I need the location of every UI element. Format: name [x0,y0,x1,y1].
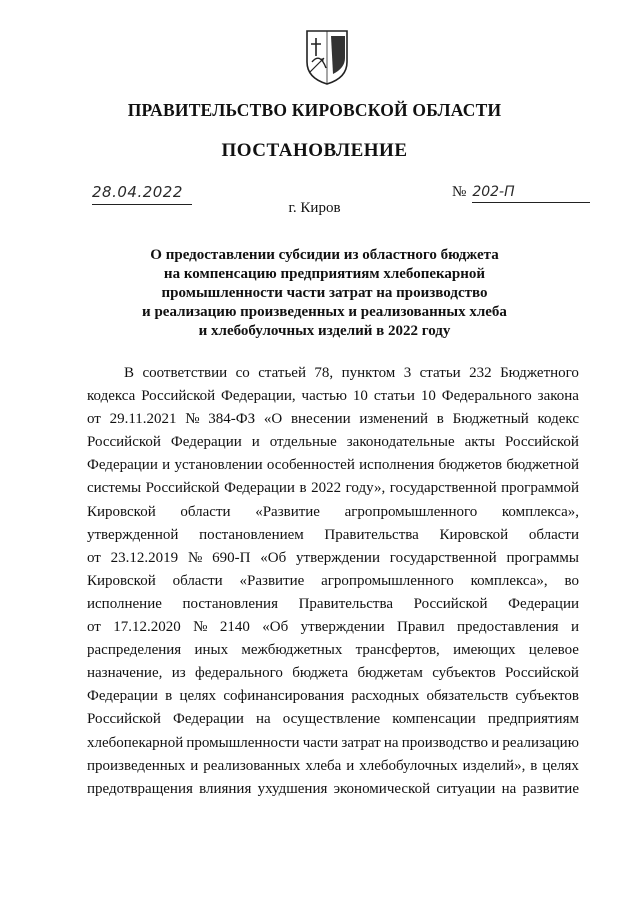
body-word: затрат [341,734,381,751]
body-word: Федерации, [221,388,296,405]
body-word: осуществление [282,711,381,728]
body-line [87,570,579,593]
body-word: хлебопекарной [87,734,184,751]
body-word: кодекса [87,388,136,405]
body-word: законодательные [346,434,455,451]
body-word: Кировской [87,572,156,589]
body-word: в [530,757,538,774]
body-word: области [528,526,579,543]
body-word: Российской [87,711,161,728]
body-word: 29.11.2021 [109,411,177,428]
body-word: 17.12.2020 [113,619,181,636]
body-word: хлеба [305,757,342,774]
body-word: производство [401,734,489,751]
body-word: Российской [413,595,488,612]
body-word: от [87,411,101,428]
body-line [87,454,579,477]
government-name: ПРАВИТЕЛЬСТВО КИРОВСКОЙ ОБЛАСТИ [127,100,502,120]
body-word: реализацию [502,734,579,751]
body-line [87,778,579,801]
body-word: агропромышленного [321,572,454,589]
body-word: на [256,711,271,728]
body-word: обязательств [426,688,509,705]
body-word: бюджетов [438,457,503,474]
body-word: и [162,457,171,474]
body-word: исполнение [87,595,162,612]
body-word: расходных [351,688,420,705]
body-word: от [87,619,101,636]
body-word: бюджета [292,665,349,682]
body-word: утверждении [296,549,380,566]
body-word: особенностей [266,457,355,474]
body-word: от [87,549,101,566]
body-word: комплекса», [501,503,579,520]
body-word: установлении [174,457,263,474]
body-word: Федерации [87,457,158,474]
body-word: статьей [258,365,306,381]
body-word: в [165,688,173,705]
body-word: целевое [528,642,579,659]
body-line [87,685,579,708]
body-word: 690-П [212,549,251,566]
body-word: 78, [314,365,334,381]
body-word: «Развитие [255,503,320,520]
body-line [87,547,579,570]
body-word: «Об [262,619,289,636]
title-line: промышленности части затрат на производство [161,285,488,301]
body-word: Федерации [87,688,158,705]
body-line [87,408,579,431]
body-line [87,639,579,662]
body-word: исполнения [359,457,435,474]
body-word: субъектов [515,688,579,705]
body-word: бюджетам [357,665,423,682]
body-word: Российской [87,434,161,451]
decree-date: 28.04.2022 [92,180,192,205]
body-word: Российской [141,388,216,405]
body-word: государственной [389,549,497,566]
body-line [87,362,579,385]
body-line [87,501,579,524]
number-sign: № [452,184,467,200]
body-word: реализованных [203,757,301,774]
body-word: 10 [352,388,368,405]
body-word: Российской [504,434,579,451]
title-line: на компенсацию предприятиям хлебопекарной [163,266,486,282]
body-word: иных [194,642,229,659]
body-word: постановлением [199,526,304,543]
body-word: назначение, [87,665,163,682]
body-word: во [564,572,579,589]
body-word: внесении [290,411,351,428]
body-word: произведенных [87,757,186,774]
body-word: 232 [469,365,492,381]
body-word: «О [263,411,283,428]
body-word: имеющих [453,642,516,659]
body-word: Российской [145,480,220,497]
body-word: Правительства [298,595,393,612]
decree-body [87,362,579,801]
document-type: ПОСТАНОВЛЕНИЕ [221,140,408,161]
body-word: 3 [403,365,412,381]
body-word: году», [345,480,386,497]
body-word: промышленности [186,734,300,751]
body-line [87,477,579,500]
body-word: федерального [194,665,283,682]
body-word: агропромышленного [344,503,478,520]
body-word: № [193,619,208,636]
body-word: программы [506,549,579,566]
body-word: предприятиям [487,711,579,728]
body-word: компенсации [392,711,476,728]
body-word: Бюджетный [452,411,529,428]
body-word: комплекса», [470,572,548,589]
body-word: Федерации [170,434,242,451]
body-word: влияния [199,780,252,797]
body-word: из [171,665,186,682]
body-word: 384-ФЗ [208,411,256,428]
body-word: пунктом [341,365,396,381]
body-word: Федерации [173,711,244,728]
body-word: 2140 [219,619,250,636]
title-line: О предоставлении субсидии из областного бюджета [150,247,499,263]
coat-of-arms-icon [304,28,350,86]
body-word: части [302,734,339,751]
body-word: Бюджетного [500,365,579,381]
body-word: со [235,365,250,381]
body-word: ситуации [436,780,496,797]
body-word: межбюджетных [241,642,343,659]
body-word: на [383,734,399,751]
body-word: соответствии [142,365,228,381]
body-word: хлебобулочных [359,757,458,774]
body-word: на [501,780,517,797]
body-word: акты [464,434,496,451]
body-word: 10 [420,388,436,405]
body-word: и [190,757,199,774]
decree-number: 202-П [472,180,590,203]
body-word: программой [501,480,579,497]
body-word: Кировской [87,503,156,520]
body-line [87,431,579,454]
body-word: Федерации [224,480,295,497]
body-word: утвержденной [87,526,179,543]
body-word: ухудшения [257,780,328,797]
body-word: и [491,734,500,751]
body-word: утверждении [300,619,385,636]
body-word: постановления [182,595,278,612]
body-word: области [172,572,223,589]
body-word: в [436,411,444,428]
body-word: статьи [419,365,461,381]
title-line: и реализацию произведенных и реализованных хлеба [142,304,507,320]
body-word: изменений [359,411,429,428]
body-word: 2022 [311,480,342,497]
body-line [87,616,579,639]
body-line [87,385,579,408]
body-word: и [570,619,579,636]
body-line [87,755,579,778]
body-word: предотвращения [87,780,193,797]
body-word: Федерального [441,388,532,405]
body-word: № [185,411,200,428]
body-word: и [251,434,260,451]
body-word: и [346,757,355,774]
body-word: В [124,365,135,381]
body-word: целях [179,688,217,705]
body-word: целях [542,757,579,774]
body-word: субъектов [432,665,496,682]
body-word: статьи [373,388,415,405]
body-line [87,593,579,616]
body-word: Федерации [508,595,579,612]
body-word: системы [87,480,142,497]
body-word: 23.12.2019 [110,549,179,566]
body-word: экономической [333,780,431,797]
body-word: частью [301,388,348,405]
body-word: развитие [522,780,579,797]
body-word: «Развитие [239,572,305,589]
body-word: распределения [87,642,182,659]
decree-title [120,246,529,341]
body-line [87,662,579,685]
body-word: № [187,549,203,566]
body-word: Правительства [324,526,419,543]
body-word: закона [537,388,579,405]
body-word: государственной [389,480,497,497]
body-word: трансфертов, [355,642,440,659]
body-word: Кировской [439,526,509,543]
body-word: в [299,480,307,497]
body-word: кодекс [537,411,579,428]
body-line [87,732,579,755]
body-word: области [180,503,231,520]
body-line [87,524,579,547]
city-name: г. Киров [288,200,341,216]
body-word: отдельные [269,434,337,451]
body-line [87,708,579,731]
body-word: изделий», [462,757,526,774]
body-word: бюджетной [506,457,579,474]
body-word: Российской [505,665,579,682]
body-word: «Об [260,549,287,566]
body-word: Правил [397,619,445,636]
title-line: и хлебобулочных изделий в 2022 году [198,323,451,339]
body-word: софинансирования [223,688,345,705]
body-word: предоставления [457,619,559,636]
